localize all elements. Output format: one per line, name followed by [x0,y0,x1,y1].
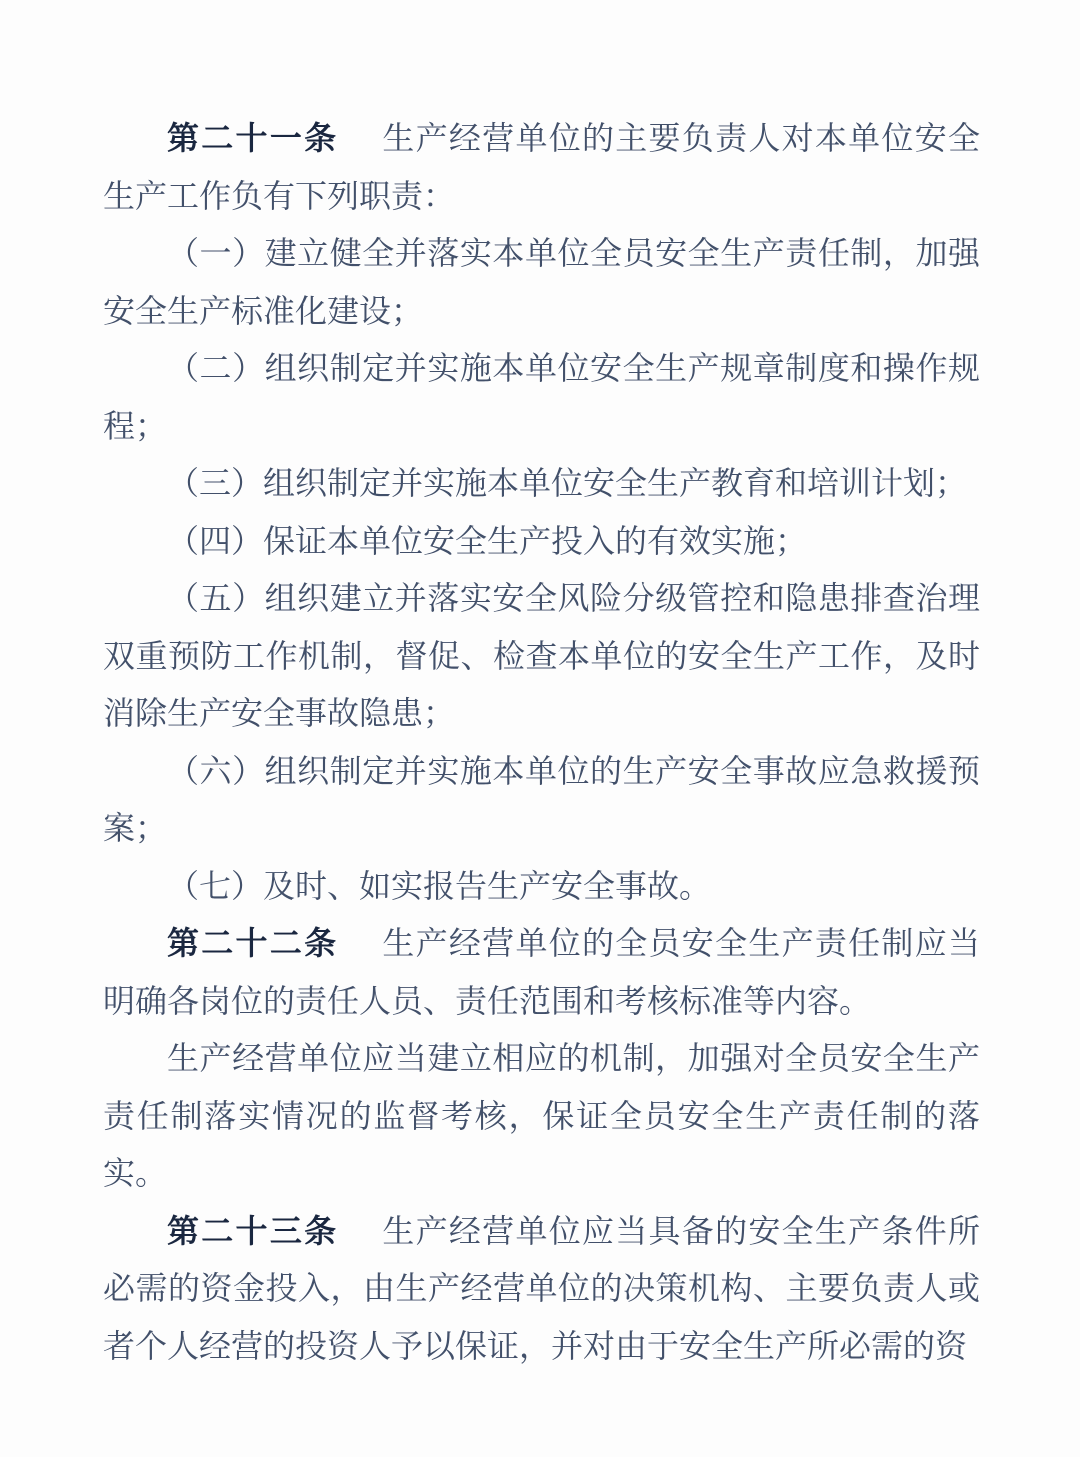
article-22-heading-paragraph [103,915,980,1030]
article-21-item-4: （四）保证本单位安全生产投入的有效实施； [167,522,808,559]
article-23-intro: 生产经营单位应当具备的安全生产条件所必需的资金投入，由生产经营单位的决策机构、主要负责人或者个人经营的投资人予以保证，并对由于安全生产所必需的资 [103,1212,980,1364]
article-21-item-3: （三）组织制定并实施本单位安全生产教育和培训计划； [167,465,968,501]
article-22-intro: 生产经营单位的全员安全生产责任制应当明确各岗位的责任人员、责任范围和考核标准等内容。 [103,925,980,1019]
article-23-heading-paragraph [103,1203,980,1376]
article-21-item-6: （六）组织制定并实施本单位的生产安全事故应急救援预案； [103,752,980,846]
article-22-label: 第二十二条 [167,925,339,961]
article-21-item-7: （七）及时、如实报告生产安全事故。 [167,867,712,904]
article-23-label: 第二十三条 [167,1212,339,1249]
article-21-label: 第二十一条 [167,120,339,156]
article-21-item-5: （五）组织建立并落实安全风险分级管控和隐患排查治理双重预防工作机制，督促、检查本单位的安全生产工作，及时消除生产安全事故隐患； [103,580,980,731]
article-21-intro: 生产经营单位的主要负责人对本单位安全生产工作负有下列职责： [103,120,980,214]
article-21-item-2: （二）组织制定并实施本单位安全生产规章制度和操作规程； [103,350,980,444]
article-21-heading-paragraph [103,110,980,225]
article-21-item-1: （一）建立健全并落实本单位全员安全生产责任制，加强安全生产标准化建设； [103,235,980,329]
article-22-paragraph-2: 生产经营单位应当建立相应的机制，加强对全员安全生产责任制落实情况的监督考核，保证全员安全生产责任制的落实。 [103,1040,980,1191]
law-text-content [103,110,980,1375]
